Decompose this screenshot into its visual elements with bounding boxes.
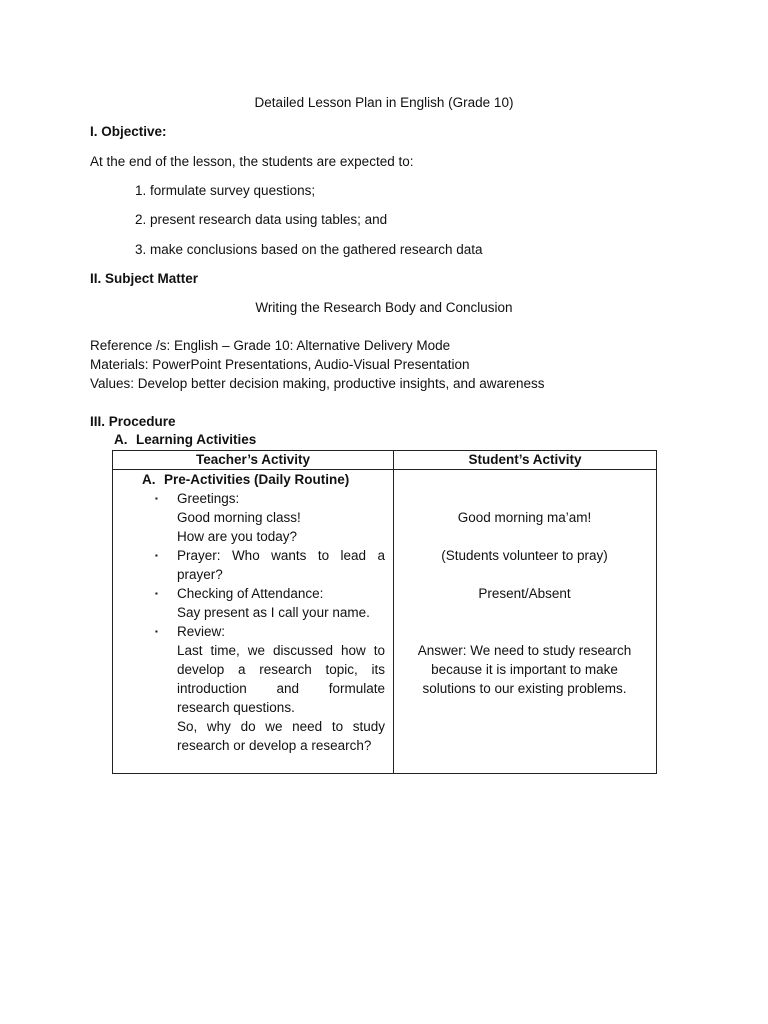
subject-matter-heading: II. Subject Matter bbox=[90, 271, 199, 286]
subject-topic: Writing the Research Body and Conclusion bbox=[255, 300, 513, 315]
section-marker: A. bbox=[142, 472, 156, 487]
student-prayer: (Students volunteer to pray) bbox=[441, 548, 608, 563]
procedure-heading: III. Procedure bbox=[90, 414, 176, 429]
document-title: Detailed Lesson Plan in English (Grade 10) bbox=[254, 95, 514, 110]
student-answer-line-1: Answer: We need to study research bbox=[417, 643, 632, 658]
student-answer-line-2: because it is important to make bbox=[431, 662, 618, 677]
teacher-activity-cell bbox=[113, 470, 394, 774]
procedure-subheading-marker: A. bbox=[114, 432, 128, 447]
review-line-4: research questions. bbox=[177, 700, 295, 715]
learning-activities-table bbox=[112, 450, 657, 774]
review-line-1: Last time, we discussed how to bbox=[177, 643, 385, 658]
bullet-icon: ▪ bbox=[155, 551, 158, 560]
student-attendance: Present/Absent bbox=[478, 586, 571, 601]
objective-item-1: 1. formulate survey questions; bbox=[135, 183, 316, 198]
teacher-activity-header: Teacher’s Activity bbox=[113, 451, 394, 470]
reference-line: Reference /s: English – Grade 10: Alternative Delivery Mode bbox=[90, 338, 451, 353]
prayer-line-2: prayer? bbox=[177, 567, 223, 582]
objective-item-2: 2. present research data using tables; and bbox=[135, 212, 388, 227]
student-activity-cell bbox=[394, 470, 657, 774]
how-are-you-line: How are you today? bbox=[177, 529, 298, 544]
bullet-icon: ▪ bbox=[155, 589, 158, 598]
review-label: Review: bbox=[177, 624, 226, 639]
student-answer-line-3: solutions to our existing problems. bbox=[422, 681, 627, 696]
greeting-line: Good morning class! bbox=[177, 510, 301, 525]
materials-line: Materials: PowerPoint Presentations, Audio-Visual Presentation bbox=[90, 357, 470, 372]
student-activity-header: Student’s Activity bbox=[394, 451, 657, 470]
bullet-icon: ▪ bbox=[155, 494, 158, 503]
objective-intro: At the end of the lesson, the students are expected to: bbox=[90, 154, 414, 169]
attendance-label: Checking of Attendance: bbox=[177, 586, 324, 601]
bullet-icon: ▪ bbox=[155, 627, 158, 636]
greetings-label: Greetings: bbox=[177, 491, 240, 506]
section-title: Pre-Activities (Daily Routine) bbox=[164, 472, 350, 487]
review-line-3: introduction and formulate bbox=[177, 681, 385, 696]
review-line-2: develop a research topic, its bbox=[177, 662, 385, 677]
values-line: Values: Develop better decision making, productive insights, and awareness bbox=[90, 376, 545, 391]
objective-heading: I. Objective: bbox=[90, 124, 167, 139]
review-line-6: research or develop a research? bbox=[177, 738, 372, 753]
objective-item-3: 3. make conclusions based on the gathered research data bbox=[135, 242, 483, 257]
review-line-5: So, why do we need to study bbox=[177, 719, 385, 734]
prayer-line-1: Prayer: Who wants to lead a bbox=[177, 548, 385, 563]
student-greeting: Good morning ma’am! bbox=[457, 510, 592, 525]
procedure-subheading: Learning Activities bbox=[136, 432, 257, 447]
say-present-line: Say present as I call your name. bbox=[177, 605, 370, 620]
